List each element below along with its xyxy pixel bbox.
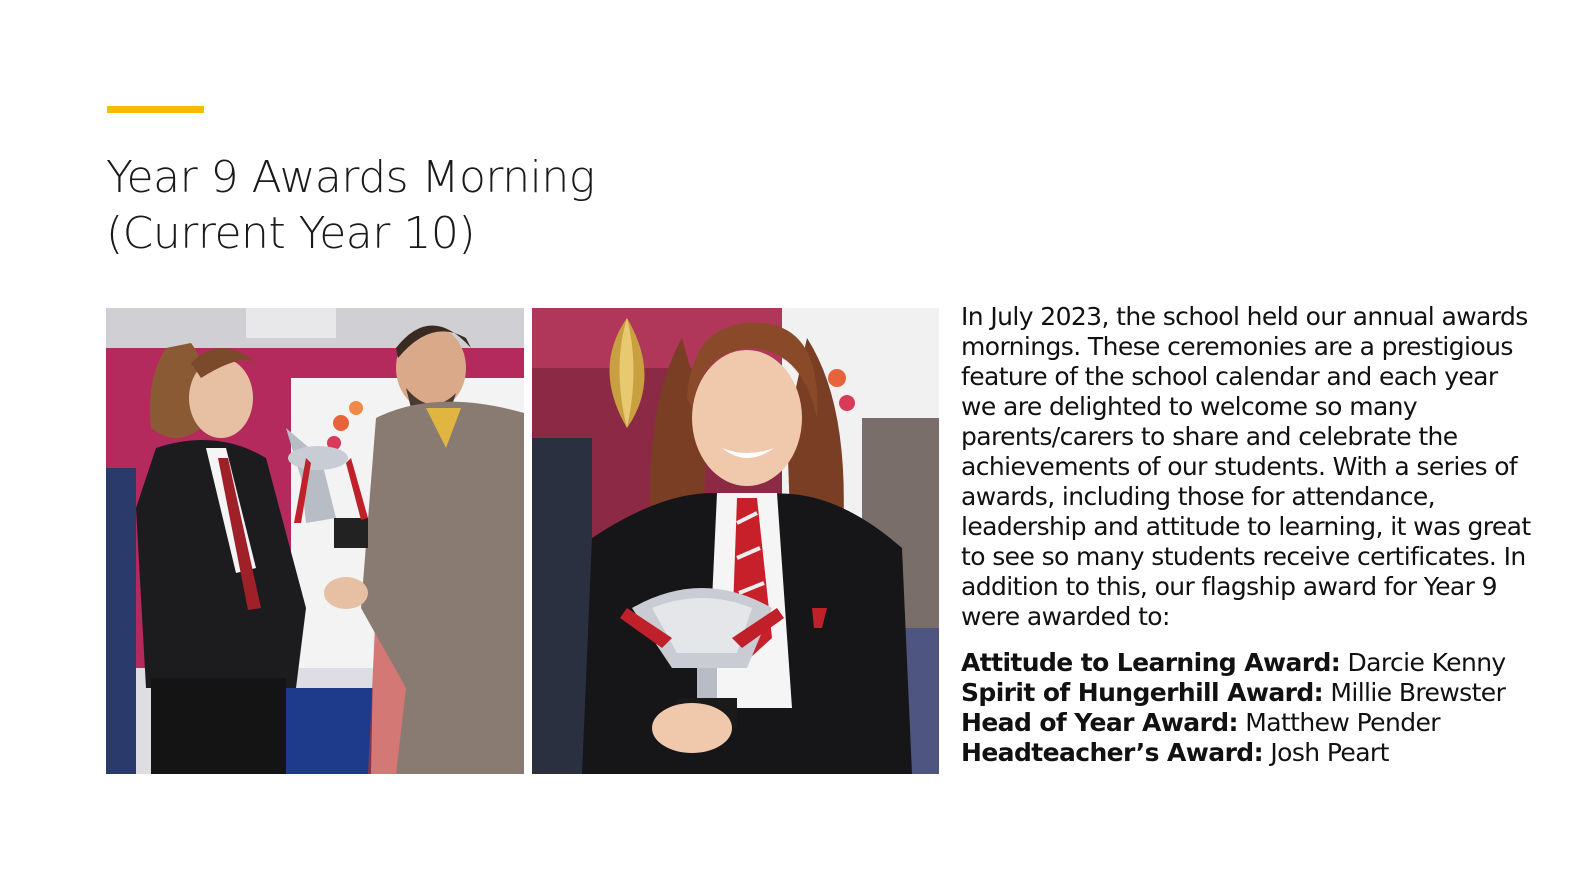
award-presentation-photo [106,308,524,774]
paragraph-line: In July 2023, the school held our annual awards [961,302,1528,331]
paragraph-line: feature of the school calendar and each year [961,362,1498,391]
award-label: Attitude to Learning Award: [961,648,1341,677]
paragraph-line: addition to this, our flagship award for Year 9 [961,572,1497,601]
award-winner: Millie Brewster [1330,678,1506,707]
award-winner: Darcie Kenny [1347,648,1506,677]
award-item [961,678,1573,708]
paragraph-line: we are delighted to welcome so many [961,392,1418,421]
award-label: Headteacher’s Award: [961,738,1263,767]
awards-description [961,302,1573,768]
paragraph-line: mornings. These ceremonies are a prestigious [961,332,1513,361]
award-item [961,708,1573,738]
slide-title [106,150,595,262]
award-item [961,648,1573,678]
paragraph-line: were awarded to: [961,602,1170,631]
award-label: Spirit of Hungerhill Award: [961,678,1324,707]
awards-list [961,648,1573,768]
award-item [961,738,1573,768]
paragraph-line: achievements of our students. With a series of [961,452,1518,481]
title-accent-bar [107,106,204,113]
paragraph-line: parents/carers to share and celebrate the [961,422,1458,451]
intro-paragraph [961,302,1573,632]
student-with-trophy-image [532,308,939,774]
student-with-trophy-photo [532,308,939,774]
paragraph-line: to see so many students receive certificates. In [961,542,1526,571]
award-label: Head of Year Award: [961,708,1238,737]
slide-title-line: (Current Year 10) [106,208,475,259]
award-winner: Josh Peart [1270,738,1389,767]
paragraph-line: awards, including those for attendance, [961,482,1435,511]
award-winner: Matthew Pender [1245,708,1440,737]
slide-title-line: Year 9 Awards Morning [106,152,595,203]
award-presentation-image [106,308,524,774]
paragraph-line: leadership and attitude to learning, it was great [961,512,1531,541]
